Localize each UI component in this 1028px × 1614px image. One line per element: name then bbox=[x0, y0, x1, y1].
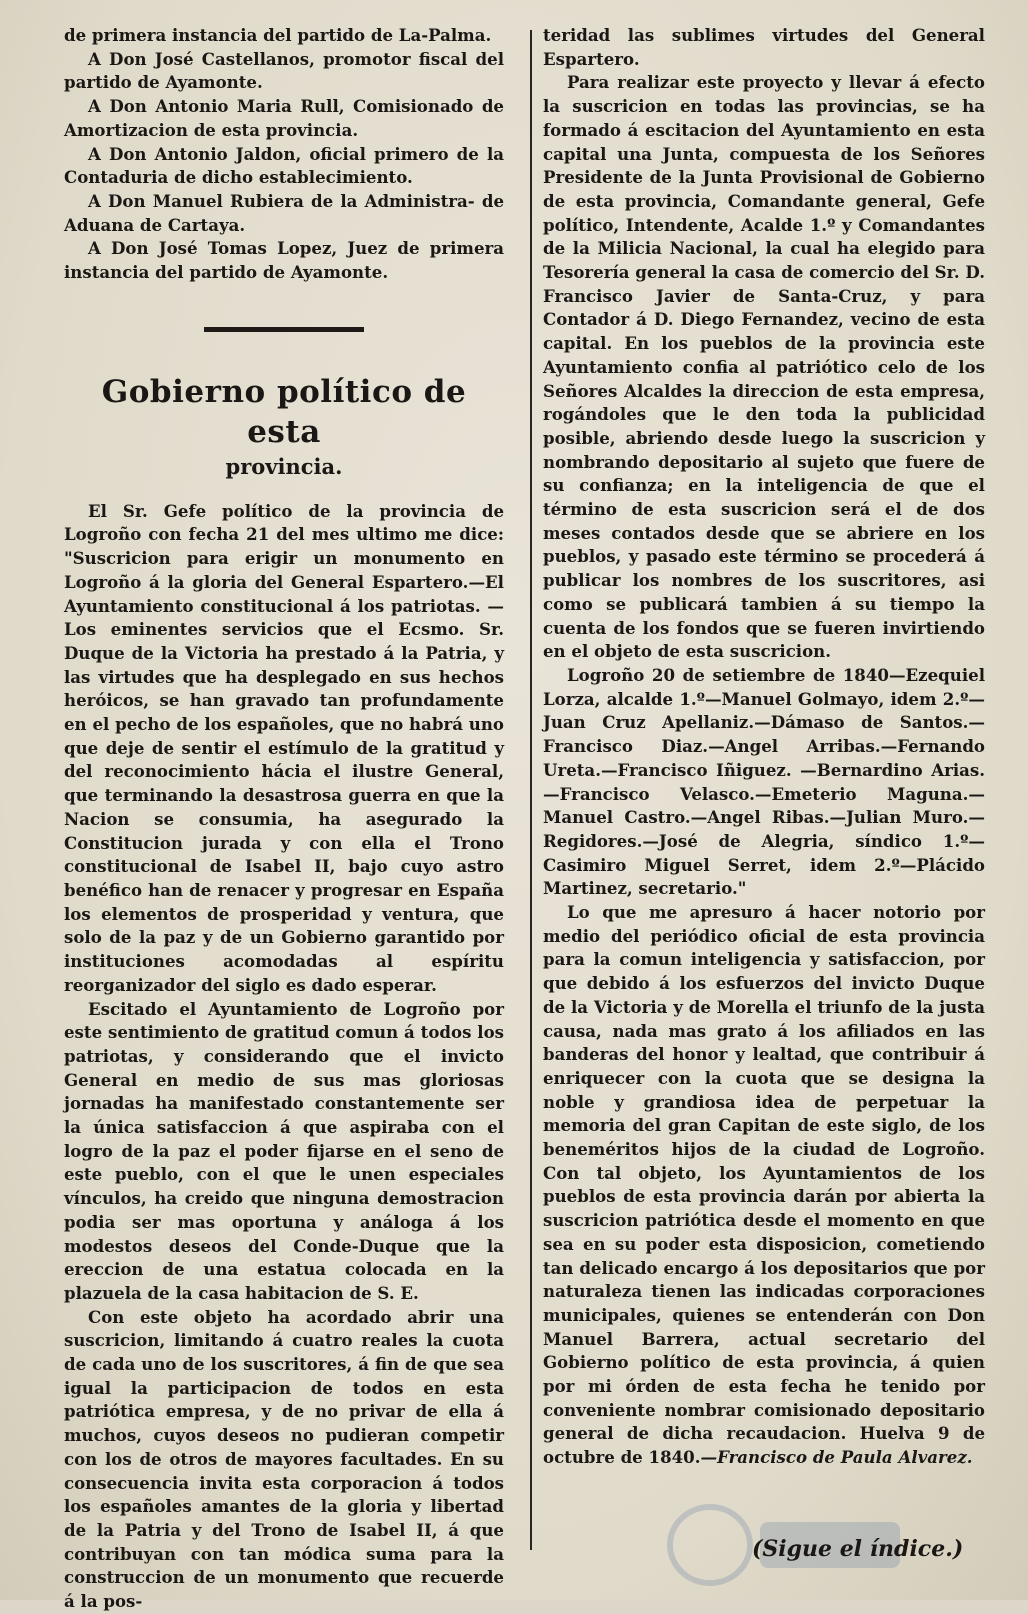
signature: —Francisco de Paula Alvarez. bbox=[700, 1447, 973, 1468]
appointment-line: A Don Antonio Jaldon, oficial primero de la Contaduria de dicho establecimiento. bbox=[64, 143, 504, 188]
appointment-line: A Don Manuel Rubiera de la Administra- de Aduana de Cartaya. bbox=[64, 190, 504, 235]
section-title: Gobierno político de esta bbox=[101, 373, 467, 450]
column-divider bbox=[530, 30, 532, 1550]
body-paragraph bbox=[543, 901, 985, 1470]
appointment-line: A Don José Tomas Lopez, Juez de primera instancia del partido de Ayamonte. bbox=[64, 238, 504, 283]
continuation-note: (Sigue el índice.) bbox=[752, 1536, 964, 1562]
right-column bbox=[543, 24, 985, 1470]
body-paragraph: teridad las sublimes virtudes del General Espartero. bbox=[543, 25, 985, 69]
signatories-paragraph: Logroño 20 de setiembre de 1840—Ezequiel Lorza, alcalde 1.º—Manuel Golmayo, idem 2.º—Juan Cruz Apellaniz.—Dámaso de Santos.—Francisco Diaz.—Angel Arribas.—Fernando Ureta.—Francisco Iñiguez. —Bernardino Arias.—Francisco Velasco.—Emeterio Maguna.—Manuel Castro.—Angel Ribas.—Julian Muro.—Regidores.—José de Alegria, síndico 1.º—Casimiro Miguel Serret, idem 2.º—Plácido Martinez, secretario." bbox=[543, 664, 985, 899]
body-paragraph: Escitado el Ayuntamiento de Logroño por este sentimiento de gratitud comun á todos los patriotas, y considerando que el invicto General en medio de sus mas gloriosas jornadas ha manifestado constantemente ser la única satisfaccion á que aspiraba con el logro de la paz el poder fijarse en el seno de este pueblo, con el que le unen especiales vínculos, ha creido que ninguna demostracion podia ser mas oportuna y análoga á los modestos deseos del Conde-Duque que la ereccion de una estatua colocada en la plazuela de la casa habitacion de S. E. bbox=[64, 998, 504, 1303]
appointment-line: A Don Antonio Maria Rull, Comisionado de Amortizacion de esta provincia. bbox=[64, 96, 504, 140]
appointment-line: A Don José Castellanos, promotor fiscal del partido de Ayamonte. bbox=[64, 48, 504, 93]
appointment-line: de primera instancia del partido de La-Palma. bbox=[64, 25, 492, 45]
section-separator bbox=[204, 327, 364, 332]
body-paragraph: Con este objeto ha acordado abrir una suscricion, limitando á cuatro reales la cuota de cada uno de los suscritores, á fin de que sea igual la participacion de todos en esta patriótica empresa, y de no privar de ella á muchos, cuyos deseos no pudieran competir con los de otros de mayores facultades. En su consecuencia invita esta corporacion á todos los españoles amantes de la gloria y libertad de la Patria y del Trono de Isabel II, á que contribuyan con tan módica suma para la construccion de un monumento que recuerde á la pos- bbox=[64, 1306, 504, 1612]
body-paragraph: Para realizar este proyecto y llevar á efecto la suscricion en todas las provincias, se ha formado á escitacion del Ayuntamiento en esta capital una Junta, compuesta de los Señores Presidente de la Junta Provisional de Gobierno de esta provincia, Comandante general, Gefe político, Intendente, Acalde 1.º y Comandantes de la Milicia Nacional, la cual ha elegido para Tesorería general la casa de comercio del Sr. D. Francisco Javier de Santa-Cruz, y para Contador á D. Diego Fernandez, vecino de esta capital. En los pueblos de la provincia este Ayuntamiento confia al patriótico celo de los Señores Alcaldes la direccion de esta empresa, rogándoles que le den toda la publicidad posible, abriendo desde luego la suscricion y nombrando depositario al sujeto que fuere de su confianza; en la inteligencia de que el término de esta suscricion será el de dos meses contados desde que se abriere en los pueblos, y pasado este término se procederá á publicar los nombres de los suscritores, asi como se publicará tambien á su tiempo la cuenta de los fondos que se fueren invirtiendo en el objeto de esta suscricion. bbox=[543, 72, 985, 662]
closing-text: Lo que me apresuro á hacer notorio por medio del periódico oficial de esta provincia para la comun inteligencia y satisfaccion, por que debido á los esfuerzos del invicto Duque de la Victoria y de Morella el triunfo de la justa causa, nada mas grato á los afiliados en las banderas del honor y lealtad, que contribuir á enriquecer con la cuota que se designa la noble y grandiosa idea de perpetuar la memoria del gran Capitan de este siglo, de los beneméritos hijos de la ciudad de Logroño. Con tal objeto, los Ayuntamientos de los pueblos de esta provincia darán por abierta la suscricion patriótica desde el momento en que sea en su poder esta disposicion, cometiendo tan delicado encargo á los depositarios que por naturaleza tienen las indicadas corporaciones municipales, quienes se entenderán con Don Manuel Barrera, actual secretario del Gobierno político de esta provincia, á quien por mi órden de esta fecha he tenido por conveniente nombrar comisionado depositario general de dicha recaudacion. Huelva 9 de octubre de 1840. bbox=[543, 902, 985, 1468]
section-subtitle: provincia. bbox=[225, 453, 343, 479]
body-paragraph: El Sr. Gefe político de la provincia de Logroño con fecha 21 del mes ultimo me dice: "Suscricion para erigir un monumento en Logroño á la gloria del General Espartero.—El Ayuntamiento constitucional á los patriotas. —Los eminentes servicios que el Ecsmo. Sr. Duque de la Victoria ha prestado á la Patria, y las virtudes que ha desplegado en sus hechos heróicos, se han gravado tan profundamente en el pecho de los españoles, que no habrá uno que deje de sentir el estímulo de la gratitud y del reconocimiento hácia el ilustre General, que terminando la desastrosa guerra en que la Nacion se consumia, ha asegurado la Constitucion jurada y con ella el Trono constitucional de Isabel II, bajo cuyo astro benéfico han de renacer y progresar en España los elementos de prosperidad y ventura, que solo de la paz y de un Gobierno garantido por instituciones acomodadas al espíritu reorganizador del siglo es dado esperar. bbox=[64, 500, 504, 995]
left-column bbox=[64, 24, 504, 1614]
